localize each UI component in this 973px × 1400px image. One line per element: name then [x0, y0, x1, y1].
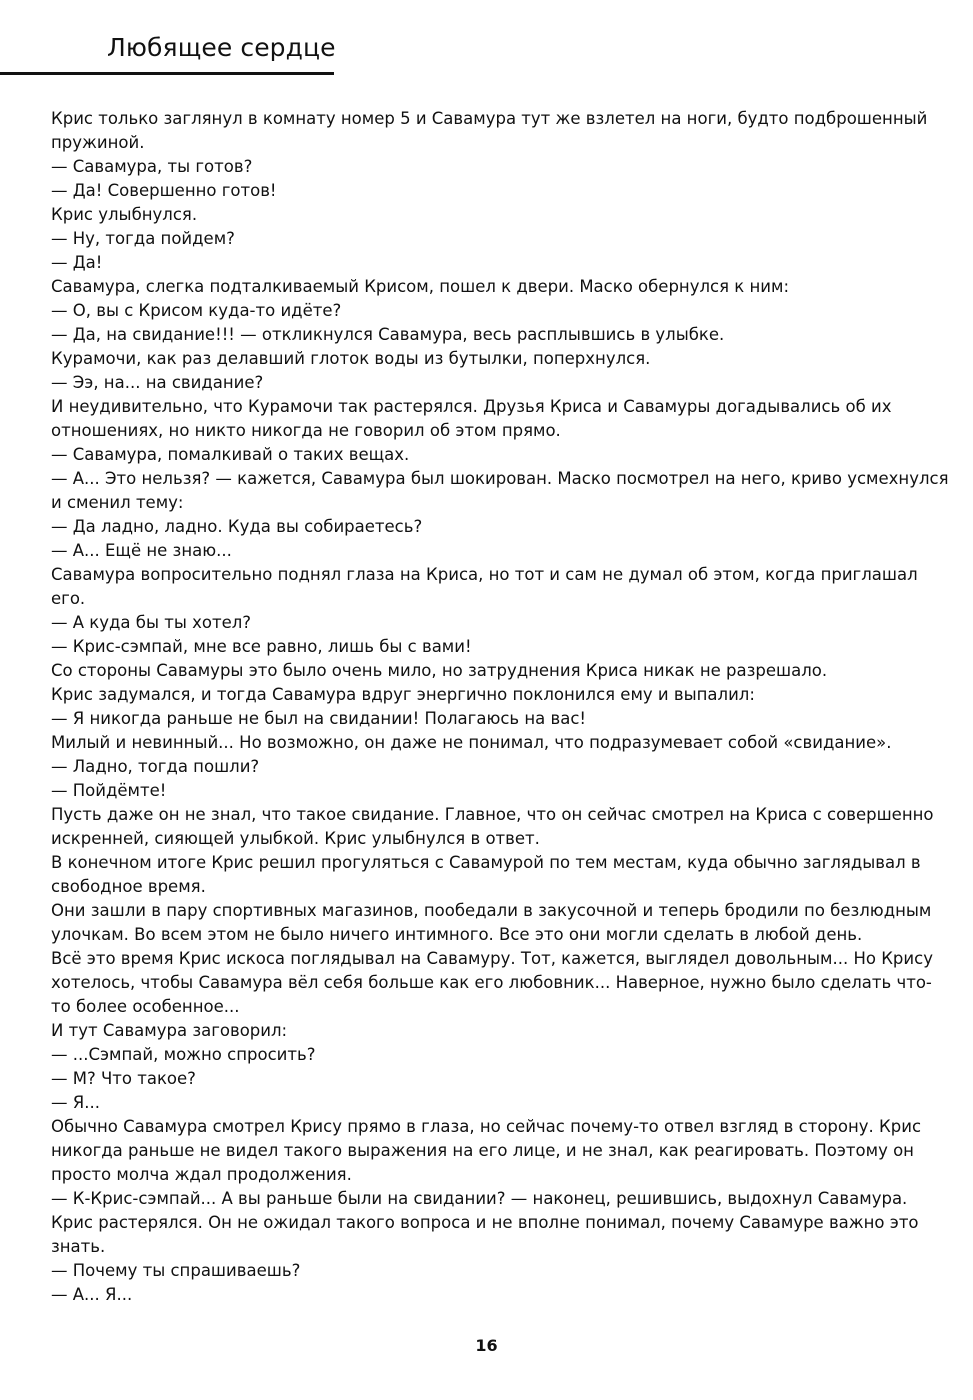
paragraph: Курамочи, как раз делавший глоток воды из бутылки, поперхнулся. [51, 349, 651, 368]
paragraph: — ...Сэмпай, можно спросить? [51, 1045, 316, 1064]
paragraph: — А... Это нельзя? — кажется, Савамура был шокирован. Маско посмотрел на него, криво усмехнулся и сменил тему: [51, 469, 949, 512]
paragraph: — А... Я... [51, 1285, 133, 1304]
paragraph: Савамура, слегка подталкиваемый Крисом, пошел к двери. Маско обернулся к ним: [51, 277, 790, 296]
paragraph: Савамура вопросительно поднял глаза на Криса, но тот и сам не думал об этом, когда приглашал его. [51, 565, 918, 608]
paragraph: — Ну, тогда пойдем? [51, 229, 235, 248]
paragraph: — Я... [51, 1093, 100, 1112]
paragraph: Крис задумался, и тогда Савамура вдруг энергично поклонился ему и выпалил: [51, 685, 755, 704]
paragraph: — А... Ещё не знаю... [51, 541, 232, 560]
paragraph: В конечном итоге Крис решил прогуляться с Савамурой по тем местам, куда обычно заглядывал в свободное время. [51, 853, 921, 896]
paragraph: — Ладно, тогда пошли? [51, 757, 260, 776]
paragraph: — К-Крис-сэмпай... А вы раньше были на свидании? — наконец, решившись, выдохнул Савамура. Крис растерялся. Он не ожидал такого вопроса и не вполне понимал, почему Савамуре важно это знать. [51, 1189, 919, 1256]
paragraph: — А куда бы ты хотел? [51, 613, 252, 632]
paragraph: — Пойдёмте! [51, 781, 167, 800]
paragraph: — Савамура, ты готов? [51, 157, 253, 176]
paragraph: Крис улыбнулся. [51, 205, 198, 224]
paragraph: — Ээ, на... на свидание? [51, 373, 264, 392]
paragraph: Всё это время Крис искоса поглядывал на Савамуру. Тот, кажется, выглядел довольным... Но Крису хотелось, чтобы Савамура вёл себя больше как его любовник... Наверное, нужно было сделать что-то более особенное... [51, 949, 933, 1016]
paragraph: — Да! Совершенно готов! [51, 181, 277, 200]
body-text [51, 107, 951, 1307]
page-title: Любящее сердце [107, 33, 336, 62]
page-number: 16 [475, 1336, 498, 1355]
header-rule [0, 72, 334, 75]
paragraph: Со стороны Савамуры это было очень мило, но затруднения Криса никак не разрешало. [51, 661, 828, 680]
paragraph: — Да! [51, 253, 103, 272]
paragraph: — Я никогда раньше не был на свидании! Полагаюсь на вас! [51, 709, 587, 728]
paragraph: — Да, на свидание!!! — откликнулся Савамура, весь расплывшись в улыбке. [51, 325, 725, 344]
paragraph: И тут Савамура заговорил: [51, 1021, 288, 1040]
paragraph: Они зашли в пару спортивных магазинов, пообедали в закусочной и теперь бродили по безлюдным улочкам. Во всем этом не было ничего интимного. Все это они могли сделать в любой день. [51, 901, 932, 944]
paragraph: Обычно Савамура смотрел Крису прямо в глаза, но сейчас почему-то отвел взгляд в сторону. Крис никогда раньше не видел такого выражения на его лице, и не знал, как реагировать. Поэтому он просто молча ждал продолжения. [51, 1117, 922, 1184]
paragraph: — Да ладно, ладно. Куда вы собираетесь? [51, 517, 423, 536]
paragraph: Крис только заглянул в комнату номер 5 и Савамура тут же взлетел на ноги, будто подброшенный пружиной. [51, 109, 928, 152]
paragraph: — О, вы с Крисом куда-то идёте? [51, 301, 342, 320]
page-header [0, 0, 334, 78]
paragraph: И неудивительно, что Курамочи так растерялся. Друзья Криса и Савамуры догадывались об их отношениях, но никто никогда не говорил об этом прямо. [51, 397, 892, 440]
paragraph: Пусть даже он не знал, что такое свидание. Главное, что он сейчас смотрел на Криса с совершенно искренней, сияющей улыбкой. Крис улыбнулся в ответ. [51, 805, 934, 848]
paragraph: — Савамура, помалкивай о таких вещах. [51, 445, 410, 464]
paragraph: — Почему ты спрашиваешь? [51, 1261, 301, 1280]
paragraph: — Крис-сэмпай, мне все равно, лишь бы с вами! [51, 637, 472, 656]
paragraph: Милый и невинный... Но возможно, он даже не понимал, что подразумевает собой «свидание». [51, 733, 892, 752]
paragraph: — М? Что такое? [51, 1069, 196, 1088]
